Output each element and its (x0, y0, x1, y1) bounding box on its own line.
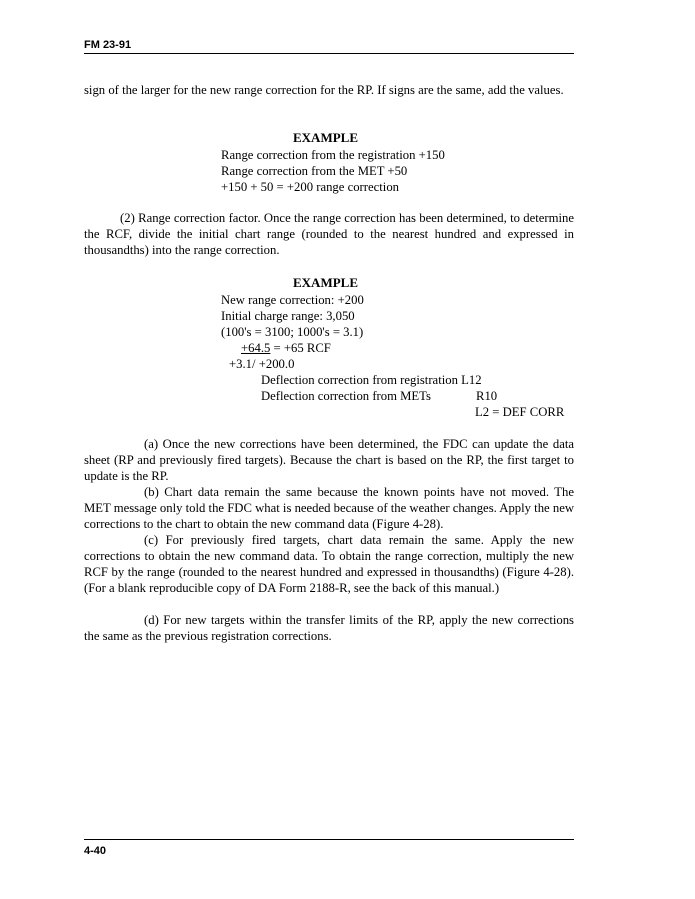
deflection-registration-label: Deflection correction from registration (261, 373, 458, 387)
example-2-heading: EXAMPLE (293, 275, 358, 290)
division-result: = +65 RCF (270, 341, 331, 355)
def-corr-result: L2 = DEF CORR (475, 405, 565, 419)
example-2-line-1: New range correction: +200 (221, 293, 364, 307)
division-quotient-line (241, 340, 331, 356)
header-rule (84, 53, 574, 54)
footer-rule (84, 839, 574, 840)
document-header: FM 23-91 (84, 39, 132, 51)
deflection-met-label: Deflection correction from METs (261, 389, 431, 403)
paragraph-range-correction-factor: (2) Range correction factor. Once the range correction has been determined, to determine the RCF, divide the initial chart range (rounded to the nearest hundred and expressed in thousandths) into the range correction. (84, 211, 574, 257)
paragraph-continuation: sign of the larger for the new range correction for the RP. If signs are the same, add the values. (84, 83, 564, 97)
example-1-line-2: Range correction from the MET +50 (221, 164, 408, 178)
page-number: 4-40 (84, 845, 107, 857)
paragraph-b: (b) Chart data remain the same because the known points have not moved. The MET message only told the FDC what is needed because of the weather changes. Apply the new corrections to the chart to obtain the new command data (Figure 4-28). (84, 485, 574, 531)
deflection-met-line (261, 388, 431, 404)
deflection-registration-value: L12 (461, 373, 482, 387)
example-1-heading: EXAMPLE (293, 130, 358, 145)
paragraph-a: (a) Once the new corrections have been determined, the FDC can update the data sheet (RP and previously fired targets). Because the chart is based on the RP, the first target to update is the RP. (84, 437, 574, 483)
deflection-met-value: R10 (476, 389, 498, 403)
division-dividend: +200.0 (258, 357, 295, 371)
division-quotient: +64.5 (241, 341, 271, 355)
example-1-line-1: Range correction from the registration +150 (221, 148, 445, 162)
division-divisor-line (229, 356, 294, 372)
paragraph-d: (d) For new targets within the transfer limits of the RP, apply the new corrections the same as the previous registration corrections. (84, 613, 574, 643)
paragraph-c: (c) For previously fired targets, chart data remain the same. Apply the new corrections to obtain the new command data. To obtain the range correction, multiply the new RCF by the range (rounded to the nearest hundred and expressed in thousandths) (Figure 4-28). (For a blank reproducible copy of DA Form 2188-R, see the back of this manual.) (84, 533, 574, 595)
deflection-registration-line (261, 372, 482, 388)
example-2-line-2: Initial charge range: 3,050 (221, 309, 355, 323)
example-2-line-3: (100's = 3100; 1000's = 3.1) (221, 325, 364, 339)
example-1-line-3: +150 + 50 = +200 range correction (221, 180, 400, 194)
division-divisor: +3.1/ (229, 357, 256, 371)
